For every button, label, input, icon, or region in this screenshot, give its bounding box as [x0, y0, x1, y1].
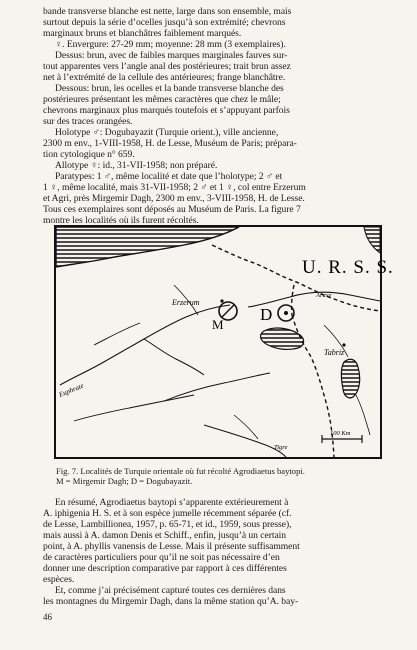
- figure-caption: [56, 466, 386, 486]
- text-line: Dessous: brun, les ocelles et la bande transverse blanche des: [55, 83, 284, 94]
- label-d: D: [260, 305, 273, 324]
- text-line: et Agri, près Mirgemir Dagh, 2300 m env., 3-VIII-1958, H. de Lesse.: [43, 193, 305, 204]
- text-line: de caractères particuliers pour qu’il ne soit pas nécessaire d’en: [43, 552, 280, 563]
- locality-map: [54, 225, 394, 459]
- label-m: M: [212, 317, 224, 332]
- text-line: Et, comme j’ai précisément capturé toutes ces dernières dans: [55, 585, 286, 596]
- text-line: surtout depuis la série d’ocelles jusqu’à son extrémité; chevrons: [43, 17, 286, 28]
- text-line: 2300 m env., 1-VIII-1958, H. de Lesse, Muséum de Paris; prépara-: [43, 138, 297, 149]
- text-line: Tous ces exemplaires sont déposés au Muséum de Paris. La figure 7: [43, 204, 301, 215]
- page-number: 46: [43, 612, 52, 622]
- text-line: mais aussi à A. damon Denis et Schiff., enfin, jusqu’à un certain: [43, 530, 287, 541]
- marker-dogubayazit-dot: [284, 311, 288, 315]
- caption-line: Fig. 7. Localités de Turquie orientale où fut récolté Agrodiaetus baytopi.: [56, 466, 305, 476]
- text-line: 1 ♀, même localité, mais 31-VII-1958; 2 ♂ et 1 ♀, col entre Erzerum: [43, 182, 306, 193]
- text-line: postérieures présentant les mêmes caractères que chez le mâle;: [43, 94, 281, 105]
- text-line: marginaux bruns et blanchâtres faiblement marqués.: [43, 28, 242, 39]
- text-line: espèces.: [43, 574, 75, 585]
- text-line: En résumé, Agrodiaetus baytopi s’apparente extérieurement à: [55, 497, 289, 508]
- text-line: net à l’extrémité de la cellule des antérieures; frange blanchâtre.: [43, 72, 286, 83]
- text-line: Holotype ♂: Dogubayazit (Turquie orient.), ville ancienne,: [55, 127, 279, 138]
- label-scale: 100 Km: [330, 430, 351, 437]
- label-erzerum: Erzerum: [172, 298, 200, 307]
- city-erzerum-dot: [220, 299, 223, 302]
- text-line: Dessus: brun, avec de faibles marques marginales fauves sur-: [55, 50, 288, 61]
- text-line: sur des traces orangées.: [43, 116, 133, 127]
- caption-line: M = Mirgemir Dagh; D = Dogubayazit.: [56, 476, 193, 486]
- label-tabriz: Tabriz: [324, 348, 345, 357]
- text-line: tion cytologique n° 659.: [43, 149, 135, 160]
- text-line: montre les localités où ils furent récoltés.: [43, 215, 199, 226]
- label-araxe: Araxe: [316, 292, 332, 299]
- label-euphrate: Euphrate: [57, 381, 85, 399]
- text-line: A. iphigenia H. S. et à son espèce jumelle récemment séparée (cf.: [43, 508, 292, 519]
- text-line: bande transverse blanche est nette, large dans son ensemble, mais: [43, 6, 292, 17]
- label-urss: U. R. S. S.: [302, 257, 394, 278]
- label-tigre: Tigre: [274, 444, 288, 451]
- map-drawing: [54, 225, 394, 459]
- body-text-bottom: [43, 497, 389, 607]
- lake-urmia: [341, 359, 359, 398]
- text-line: donner une description comparative par rapport à ces différentes: [43, 563, 287, 574]
- text-line: Paratypes: 1 ♂, même localité et date que l’holotype; 2 ♂ et: [55, 171, 283, 182]
- body-text-top: [43, 6, 389, 226]
- text-line: point, à A. phyllis vanensis de Lesse. Mais il présente suffisamment: [43, 541, 300, 552]
- text-line: ♀. Envergure: 27-29 mm; moyenne: 28 mm (3 exemplaires).: [55, 39, 286, 50]
- text-line: Allotype ♀: id., 31-VII-1958; non préparé.: [55, 160, 218, 171]
- text-line: chevrons marginaux plus marqués toutefois et s’appuyant parfois: [43, 105, 290, 116]
- city-tabriz-dot: [342, 343, 345, 346]
- text-line: tout apparentes vers l’angle anal des postérieures; trait brun assez: [43, 61, 291, 72]
- text-line: les montagnes du Mirgemir Dagh, dans la même station qu’A. bay-: [43, 596, 299, 607]
- text-line: de Lesse, Lambillionea, 1957, p. 65-71, et id., 1959, sous presse),: [43, 519, 292, 530]
